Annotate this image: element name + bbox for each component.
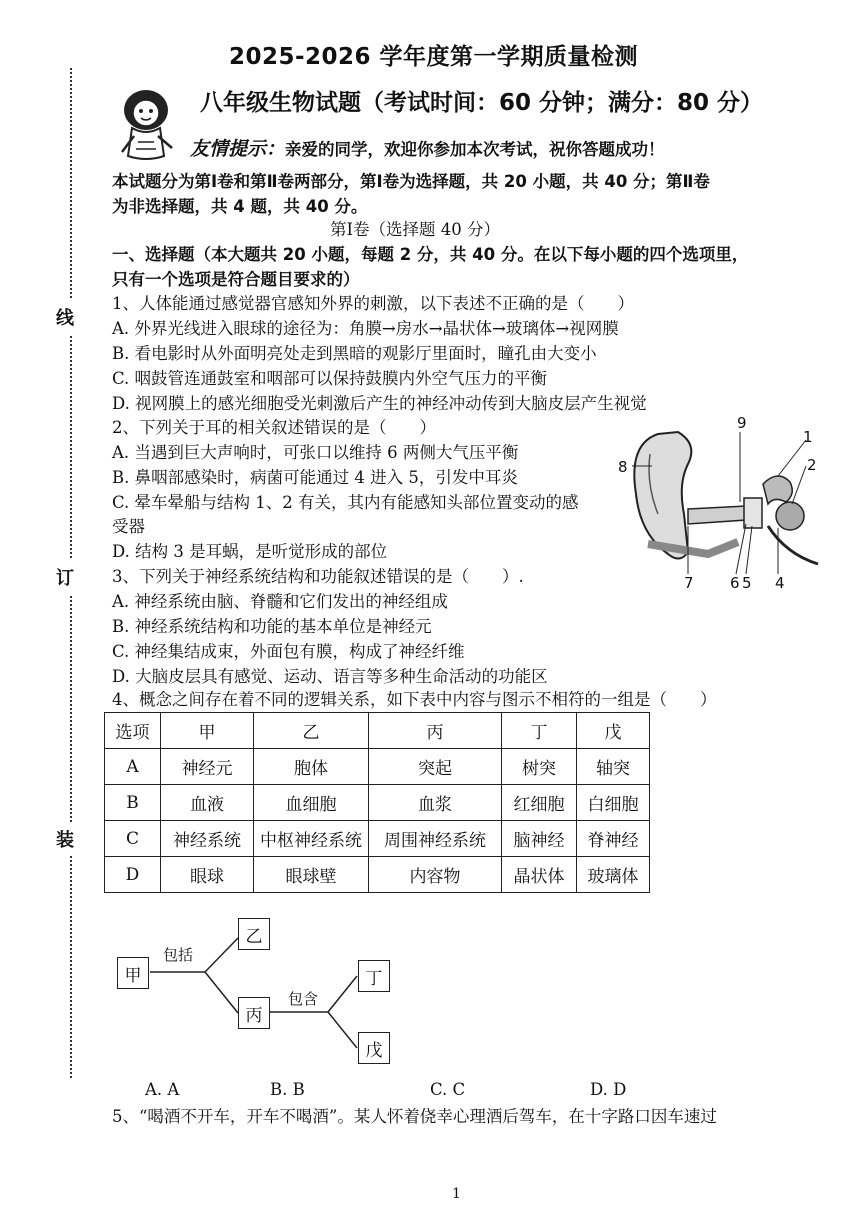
table-cell: 内容物: [369, 857, 502, 893]
node-wu: 戊: [358, 1032, 390, 1064]
section-title: 第Ⅰ卷（选择题 40 分）: [330, 220, 501, 239]
q2-option-a: A. 当遇到巨大声响时，可张口以维持 6 两侧大气压平衡: [112, 443, 519, 462]
ear-label-5: 5: [742, 574, 752, 592]
table-cell: 树突: [502, 749, 577, 785]
intro-line-2: 为非选择题，共 4 题，共 40 分。: [112, 197, 368, 216]
table-cell: 血浆: [369, 785, 502, 821]
exam-subtitle: 八年级生物试题（考试时间：60 分钟；满分：80 分）: [200, 90, 764, 116]
q1-option-a: A. 外界光线进入眼球的途径为：角膜→房水→晶状体→玻璃体→视网膜: [112, 319, 619, 338]
table-cell: A: [105, 749, 161, 785]
table-header-cell: 甲: [161, 713, 254, 749]
table-cell: 眼球壁: [254, 857, 369, 893]
q4-stem: 4、概念之间存在着不同的逻辑关系，如下表中内容与图示不相符的一组是（ ）: [112, 690, 717, 709]
q2-option-c: C. 晕车晕船与结构 1、2 有关，其内有能感知头部位置变动的感: [112, 493, 579, 512]
table-header-cell: 丁: [502, 713, 577, 749]
ear-label-1: 1: [803, 428, 813, 446]
q4-answer-a: A. A: [145, 1080, 180, 1099]
section-instructions-1: 一、选择题（本大题共 20 小题，每题 2 分，共 40 分。在以下每小题的四个选项里，: [112, 245, 749, 264]
margin-label-xian: 线: [56, 300, 74, 334]
table-cell: 突起: [369, 749, 502, 785]
table-row: [105, 785, 650, 821]
node-jia: 甲: [117, 957, 149, 989]
q2-option-d: D. 结构 3 是耳蜗，是听觉形成的部位: [112, 542, 388, 561]
friendly-tip: [190, 134, 665, 161]
table-cell: B: [105, 785, 161, 821]
q1-option-c: C. 咽鼓管连通鼓室和咽部可以保持鼓膜内外空气压力的平衡: [112, 369, 548, 388]
ear-label-2: 2: [807, 456, 817, 474]
table-cell: 神经元: [161, 749, 254, 785]
ear-label-9: 9: [737, 414, 747, 432]
table-cell: 玻璃体: [577, 857, 650, 893]
tip-label: 友情提示：: [190, 138, 286, 160]
tip-text: 亲爱的同学，欢迎你参加本次考试，祝你答题成功！: [285, 140, 665, 159]
margin-label-zhuang: 装: [56, 822, 74, 856]
table-cell: 血细胞: [254, 785, 369, 821]
ear-label-6: 6: [730, 574, 740, 592]
table-cell: 中枢神经系统: [254, 821, 369, 857]
ear-label-7: 7: [684, 574, 694, 592]
q3-option-d: D. 大脑皮层具有感觉、运动、语言等多种生命活动的功能区: [112, 667, 548, 686]
q1-option-d: D. 视网膜上的感光细胞受光刺激后产生的神经冲动传到大脑皮层产生视觉: [112, 394, 647, 413]
q3-option-c: C. 神经集结成束，外面包有膜，构成了神经纤维: [112, 642, 465, 661]
mascot-illustration: [112, 86, 182, 164]
margin-label-ding: 订: [56, 560, 74, 594]
section-instructions-2: 只有一个选项是符合题目要求的）: [112, 270, 360, 289]
q2-option-c-cont: 受器: [112, 517, 145, 536]
edge-label-baokuo: 包括: [163, 946, 194, 964]
table-header-cell: 乙: [254, 713, 369, 749]
node-yi: 乙: [238, 918, 270, 950]
table-row: [105, 749, 650, 785]
table-cell: 脊神经: [577, 821, 650, 857]
table-cell: 胞体: [254, 749, 369, 785]
q1-option-b: B. 看电影时从外面明亮处走到黑暗的观影厅里面时，瞳孔由大变小: [112, 344, 597, 363]
table-cell: 周围神经系统: [369, 821, 502, 857]
q4-table: [104, 712, 650, 893]
table-header-cell: 丙: [369, 713, 502, 749]
table-cell: 晶状体: [502, 857, 577, 893]
node-ding: 丁: [358, 960, 390, 992]
ear-label-4: 4: [775, 574, 785, 592]
edge-label-baohan: 包含: [288, 990, 319, 1008]
table-cell: C: [105, 821, 161, 857]
q2-option-b: B. 鼻咽部感染时，病菌可能通过 4 进入 5，引发中耳炎: [112, 468, 518, 487]
ear-structure-figure: [618, 414, 828, 594]
q4-answer-b: B. B: [270, 1080, 305, 1099]
table-cell: 血液: [161, 785, 254, 821]
page-number: 1: [452, 1186, 461, 1202]
table-header-row: [105, 713, 650, 749]
table-cell: 红细胞: [502, 785, 577, 821]
table-cell: 白细胞: [577, 785, 650, 821]
table-cell: 神经系统: [161, 821, 254, 857]
ear-label-8: 8: [618, 458, 628, 476]
q2-stem: 2、下列关于耳的相关叙述错误的是（ ）: [112, 418, 436, 437]
q4-answer-c: C. C: [430, 1080, 466, 1099]
table-row: [105, 821, 650, 857]
q3-option-a: A. 神经系统由脑、脊髓和它们发出的神经组成: [112, 592, 448, 611]
table-cell: 轴突: [577, 749, 650, 785]
q5-stem: 5、“喝酒不开车，开车不喝酒”。某人怀着侥幸心理酒后驾车，在十字路口因车速过: [112, 1107, 717, 1126]
table-cell: D: [105, 857, 161, 893]
table-header-cell: 戊: [577, 713, 650, 749]
q3-option-b: B. 神经系统结构和功能的基本单位是神经元: [112, 617, 432, 636]
table-header-cell: 选项: [105, 713, 161, 749]
table-cell: 脑神经: [502, 821, 577, 857]
table-cell: 眼球: [161, 857, 254, 893]
q3-stem: 3、下列关于神经系统结构和功能叙述错误的是（ ）.: [112, 567, 524, 586]
q4-answer-d: D. D: [590, 1080, 627, 1099]
q1-stem: 1、人体能通过感觉器官感知外界的刺激，以下表述不正确的是（ ）: [112, 294, 634, 313]
node-bing: 丙: [238, 997, 270, 1029]
exam-title: 2025-2026 学年度第一学期质量检测: [228, 44, 639, 70]
intro-line-1: 本试题分为第Ⅰ卷和第Ⅱ卷两部分，第Ⅰ卷为选择题，共 20 小题，共 40 分；第Ⅱ卷: [112, 172, 710, 191]
table-row: [105, 857, 650, 893]
